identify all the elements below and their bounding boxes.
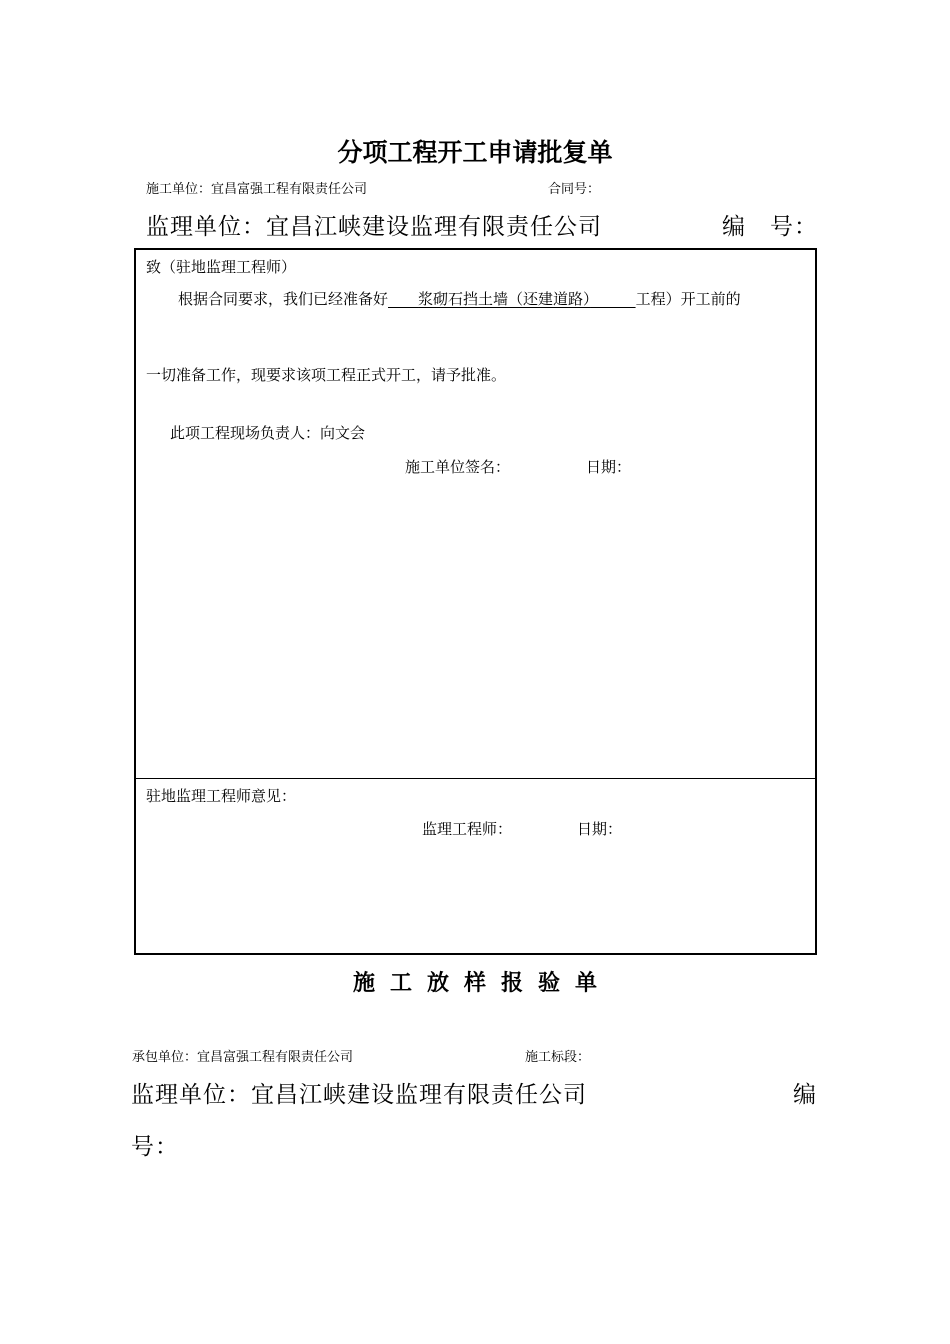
engineer-signature-label: 监理工程师：	[422, 820, 513, 838]
application-box	[134, 248, 817, 955]
second-number-label-part1: 编	[793, 1082, 817, 1108]
second-number-label-part2: 号：	[131, 1134, 179, 1160]
second-supervisor-line: 监理单位：宜昌江峡建设监理有限责任公司	[131, 1082, 587, 1108]
para-suffix: 工程）开工前的	[635, 290, 741, 308]
supervisor-line: 监理单位：宜昌江峡建设监理有限责任公司	[146, 214, 602, 240]
site-manager: 此项工程现场负责人：向文会	[170, 424, 366, 442]
request-paragraph-line2: 一切准备工作，现要求该项工程正式开工，请予批准。	[146, 366, 507, 384]
form-title: 分项工程开工申请批复单	[337, 138, 613, 167]
addressee: 致（驻地监理工程师）	[146, 258, 297, 276]
contractor-signature-label: 施工单位签名：	[405, 458, 511, 476]
section-label: 施工标段：	[525, 1050, 591, 1065]
section-divider	[136, 778, 815, 779]
project-blank-right	[591, 290, 636, 308]
engineer-opinion-label: 驻地监理工程师意见：	[146, 787, 297, 805]
number-label: 编 号：	[722, 214, 818, 240]
project-blank-left	[388, 290, 418, 308]
date-label: 日期：	[586, 458, 632, 476]
second-form-title: 施工放样报验单	[352, 970, 612, 996]
opinion-date-label: 日期：	[577, 820, 623, 838]
contractor-line: 施工单位：宜昌富强工程有限责任公司	[146, 182, 368, 197]
para-prefix: 根据合同要求，我们已经准备好	[178, 290, 389, 308]
project-name: 浆砌石挡土墙（还建道路）	[418, 290, 591, 308]
second-contractor-line: 承包单位：宜昌富强工程有限责任公司	[132, 1050, 354, 1065]
request-paragraph-line1	[178, 288, 741, 309]
contract-number-label: 合同号：	[548, 182, 601, 197]
